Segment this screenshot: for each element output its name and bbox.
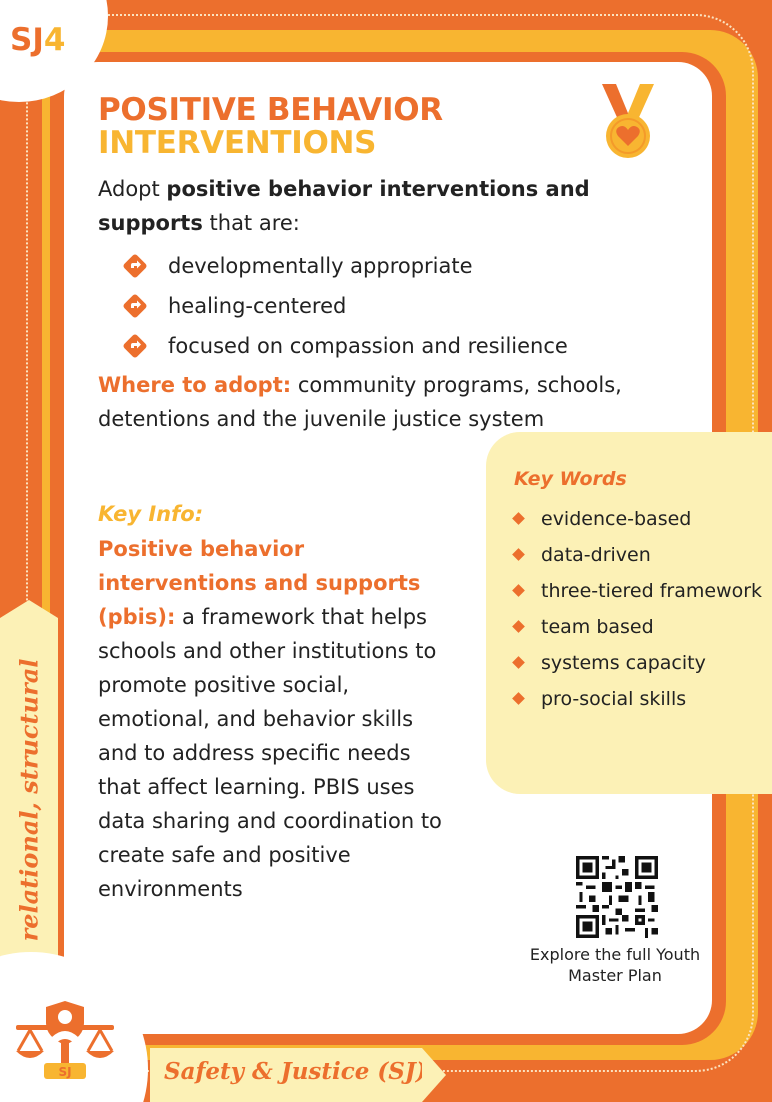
key-words-panel [486,432,772,794]
list-item [122,326,568,366]
bullet-text: focused on compassion and resilience [168,334,568,358]
where-to-adopt [98,368,658,436]
page-title [98,94,443,160]
intro-tail: that are: [202,211,300,235]
list-item [514,686,764,713]
bullet-list [122,246,568,366]
intro-bold: positive behavior interventions and supports [98,177,590,235]
list-item [122,246,568,286]
side-tab-tip [0,600,58,618]
qr-caption: Explore the full Youth Master Plan [529,945,701,985]
key-info-heading: Key Info: [98,502,204,526]
key-word: systems capacity [541,652,706,674]
logo-text: SJ [58,1065,72,1079]
key-words-list [514,506,764,722]
key-word: evidence-based [541,508,692,530]
list-item [514,506,764,533]
card-code [10,22,65,58]
diamond-bullet-icon [512,656,525,669]
key-words-title: Key Words [514,468,627,490]
where-text: community programs, schools, detentions and the juvenile justice system [98,373,622,431]
intro-lead: Adopt [98,177,167,201]
where-label: Where to adopt: [98,373,292,397]
bullet-text: developmentally appropriate [168,254,473,278]
card-code-prefix: SJ [10,22,44,58]
diamond-bullet-icon [512,584,525,597]
key-word: team based [541,616,654,638]
diamond-bullet-icon [512,512,525,525]
list-item [514,578,764,605]
footer-label: Safety & Justice (SJ) [164,1058,427,1085]
intro-paragraph [98,172,638,240]
title-line-2: INTERVENTIONS [98,125,377,161]
side-label: relational, structural [14,658,44,942]
diamond-bullet-icon [512,620,525,633]
arrow-diamond-icon [122,253,148,279]
medal-heart-icon [598,84,658,164]
key-word: pro-social skills [541,688,687,710]
key-info-definition: a framework that helps schools and other institutions to promote positive social, emotional, and behavior skills and to address specific needs that affect learning. PBIS uses data sharing and coordination to create safe and positive environments [98,605,442,901]
qr-code-icon[interactable] [576,856,658,938]
list-item [514,650,764,677]
key-info-term: Positive behavior interventions and supports (pbis): [98,537,421,629]
card-code-number: 4 [43,22,66,58]
footer-tab [150,1048,427,1102]
list-item [122,286,568,326]
bullet-text: healing-centered [168,294,347,318]
key-word: three-tiered framework [541,580,763,602]
list-item [514,614,764,641]
key-word: data-driven [541,544,651,566]
key-info-paragraph [98,532,448,906]
list-item [514,542,764,569]
diamond-bullet-icon [512,548,525,561]
title-line-1: POSITIVE BEHAVIOR [98,92,443,128]
scales-of-justice-icon [12,993,118,1083]
diamond-bullet-icon [512,692,525,705]
arrow-diamond-icon [122,333,148,359]
arrow-diamond-icon [122,293,148,319]
